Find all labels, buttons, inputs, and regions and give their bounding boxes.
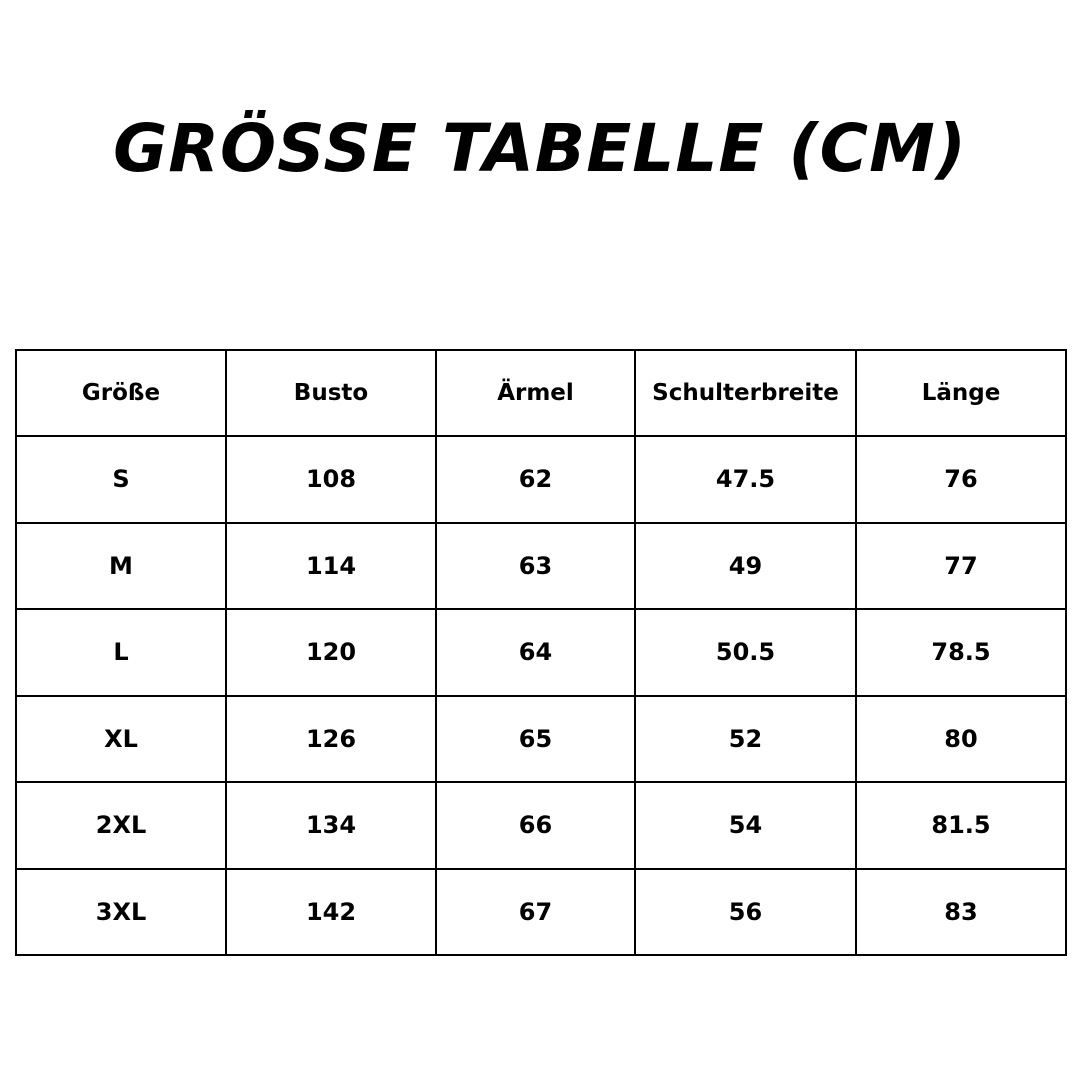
size-table (15, 349, 1067, 956)
cell-bust: 114 (226, 523, 436, 610)
cell-bust: 134 (226, 782, 436, 869)
cell-length: 83 (856, 869, 1066, 956)
cell-size: 3XL (16, 869, 226, 956)
cell-sleeve: 65 (436, 696, 635, 783)
cell-shoulder-width: 49 (635, 523, 856, 610)
cell-sleeve: 63 (436, 523, 635, 610)
column-header-size: Größe (16, 350, 226, 436)
column-header-shoulder-width: Schulterbreite (635, 350, 856, 436)
cell-bust: 108 (226, 436, 436, 523)
cell-size: XL (16, 696, 226, 783)
column-header-sleeve: Ärmel (436, 350, 635, 436)
cell-size: L (16, 609, 226, 696)
table-row (16, 782, 1066, 869)
cell-length: 81.5 (856, 782, 1066, 869)
cell-size: S (16, 436, 226, 523)
cell-sleeve: 66 (436, 782, 635, 869)
column-header-bust: Busto (226, 350, 436, 436)
cell-shoulder-width: 54 (635, 782, 856, 869)
cell-length: 76 (856, 436, 1066, 523)
cell-bust: 126 (226, 696, 436, 783)
cell-sleeve: 62 (436, 436, 635, 523)
column-header-length: Länge (856, 350, 1066, 436)
cell-size: M (16, 523, 226, 610)
cell-shoulder-width: 47.5 (635, 436, 856, 523)
cell-length: 80 (856, 696, 1066, 783)
table-row (16, 869, 1066, 956)
cell-sleeve: 64 (436, 609, 635, 696)
cell-shoulder-width: 52 (635, 696, 856, 783)
cell-shoulder-width: 56 (635, 869, 856, 956)
table-row (16, 523, 1066, 610)
table-row (16, 696, 1066, 783)
cell-size: 2XL (16, 782, 226, 869)
cell-length: 78.5 (856, 609, 1066, 696)
table-row (16, 609, 1066, 696)
page-title: GRÖSSE TABELLE (CM) (113, 110, 967, 187)
cell-length: 77 (856, 523, 1066, 610)
cell-bust: 142 (226, 869, 436, 956)
table-row (16, 436, 1066, 523)
table-header-row (16, 350, 1066, 436)
cell-bust: 120 (226, 609, 436, 696)
cell-shoulder-width: 50.5 (635, 609, 856, 696)
cell-sleeve: 67 (436, 869, 635, 956)
